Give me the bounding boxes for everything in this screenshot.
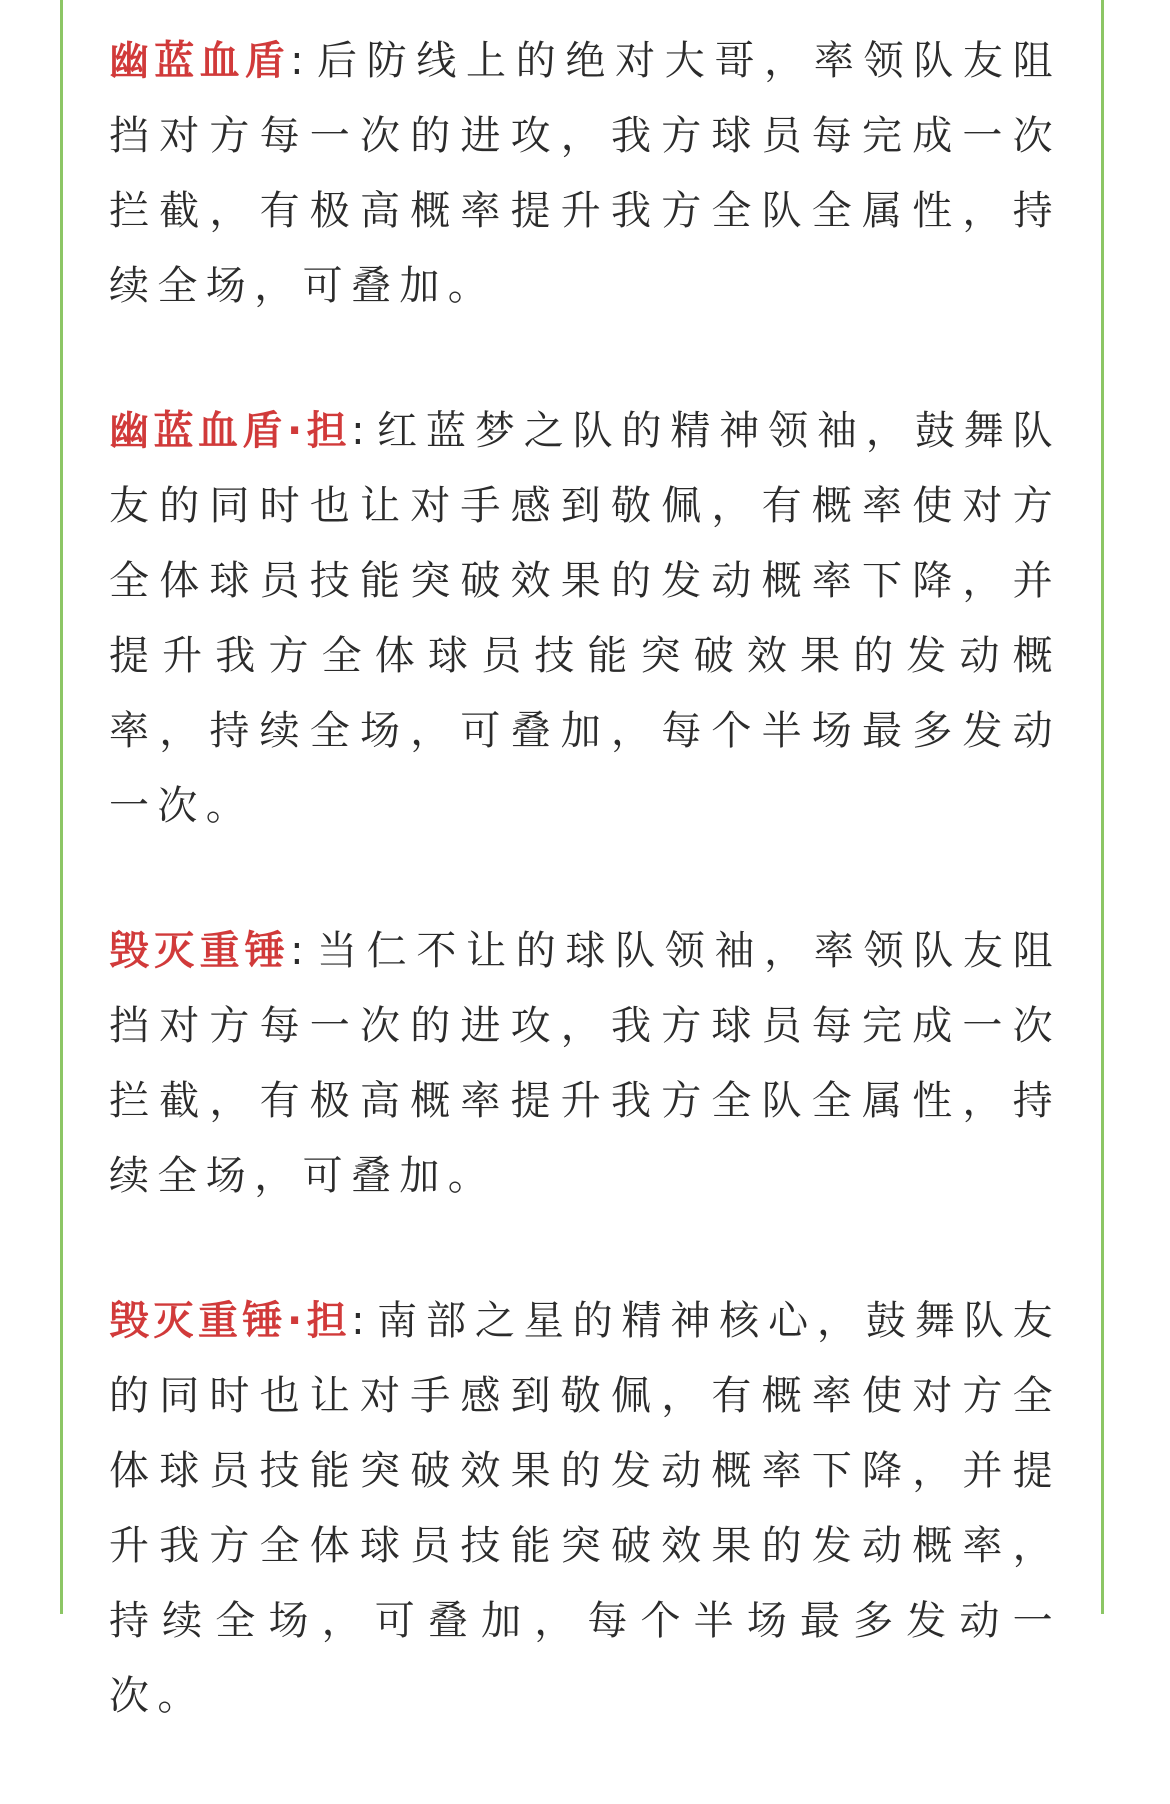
skill-description: 后防线上的绝对大哥，率领队友阻挡对方每一次的进攻，我方球员每完成一次拦截，有极高概率提升我方全队全属性，持续全场，可叠加。 (109, 38, 1062, 309)
skill-paragraph (109, 394, 1061, 844)
skill-separator: : (351, 408, 377, 454)
skill-entry-3 (109, 914, 1061, 1214)
skill-entry-4 (109, 1284, 1061, 1734)
skill-separator: : (351, 1298, 377, 1344)
skill-name: 毁灭重锤 (109, 928, 291, 974)
skill-paragraph (109, 24, 1061, 324)
skill-paragraph (109, 1284, 1061, 1734)
skill-separator: : (290, 38, 316, 84)
skill-entry-1 (109, 24, 1061, 324)
skill-name: 幽蓝血盾·担 (109, 408, 352, 454)
skill-list (109, 24, 1061, 1804)
skill-name: 幽蓝血盾 (109, 38, 291, 84)
skill-paragraph (109, 914, 1061, 1214)
skill-description: 当仁不让的球队领袖，率领队友阻挡对方每一次的进攻，我方球员每完成一次拦截，有极高概率提升我方全队全属性，持续全场，可叠加。 (109, 928, 1062, 1199)
skill-name: 毁灭重锤·担 (109, 1298, 352, 1344)
skill-separator: : (290, 928, 316, 974)
skill-description: 红蓝梦之队的精神领袖，鼓舞队友的同时也让对手感到敬佩，有概率使对方全体球员技能突破效果的发动概率下降，并提升我方全体球员技能突破效果的发动概率，持续全场，可叠加，每个半场最多发动一次。 (109, 408, 1061, 829)
skill-entry-2 (109, 394, 1061, 844)
skill-description: 南部之星的精神核心，鼓舞队友的同时也让对手感到敬佩，有概率使对方全体球员技能突破效果的发动概率下降，并提升我方全体球员技能突破效果的发动概率，持续全场，可叠加，每个半场最多发动一次。 (109, 1298, 1061, 1719)
